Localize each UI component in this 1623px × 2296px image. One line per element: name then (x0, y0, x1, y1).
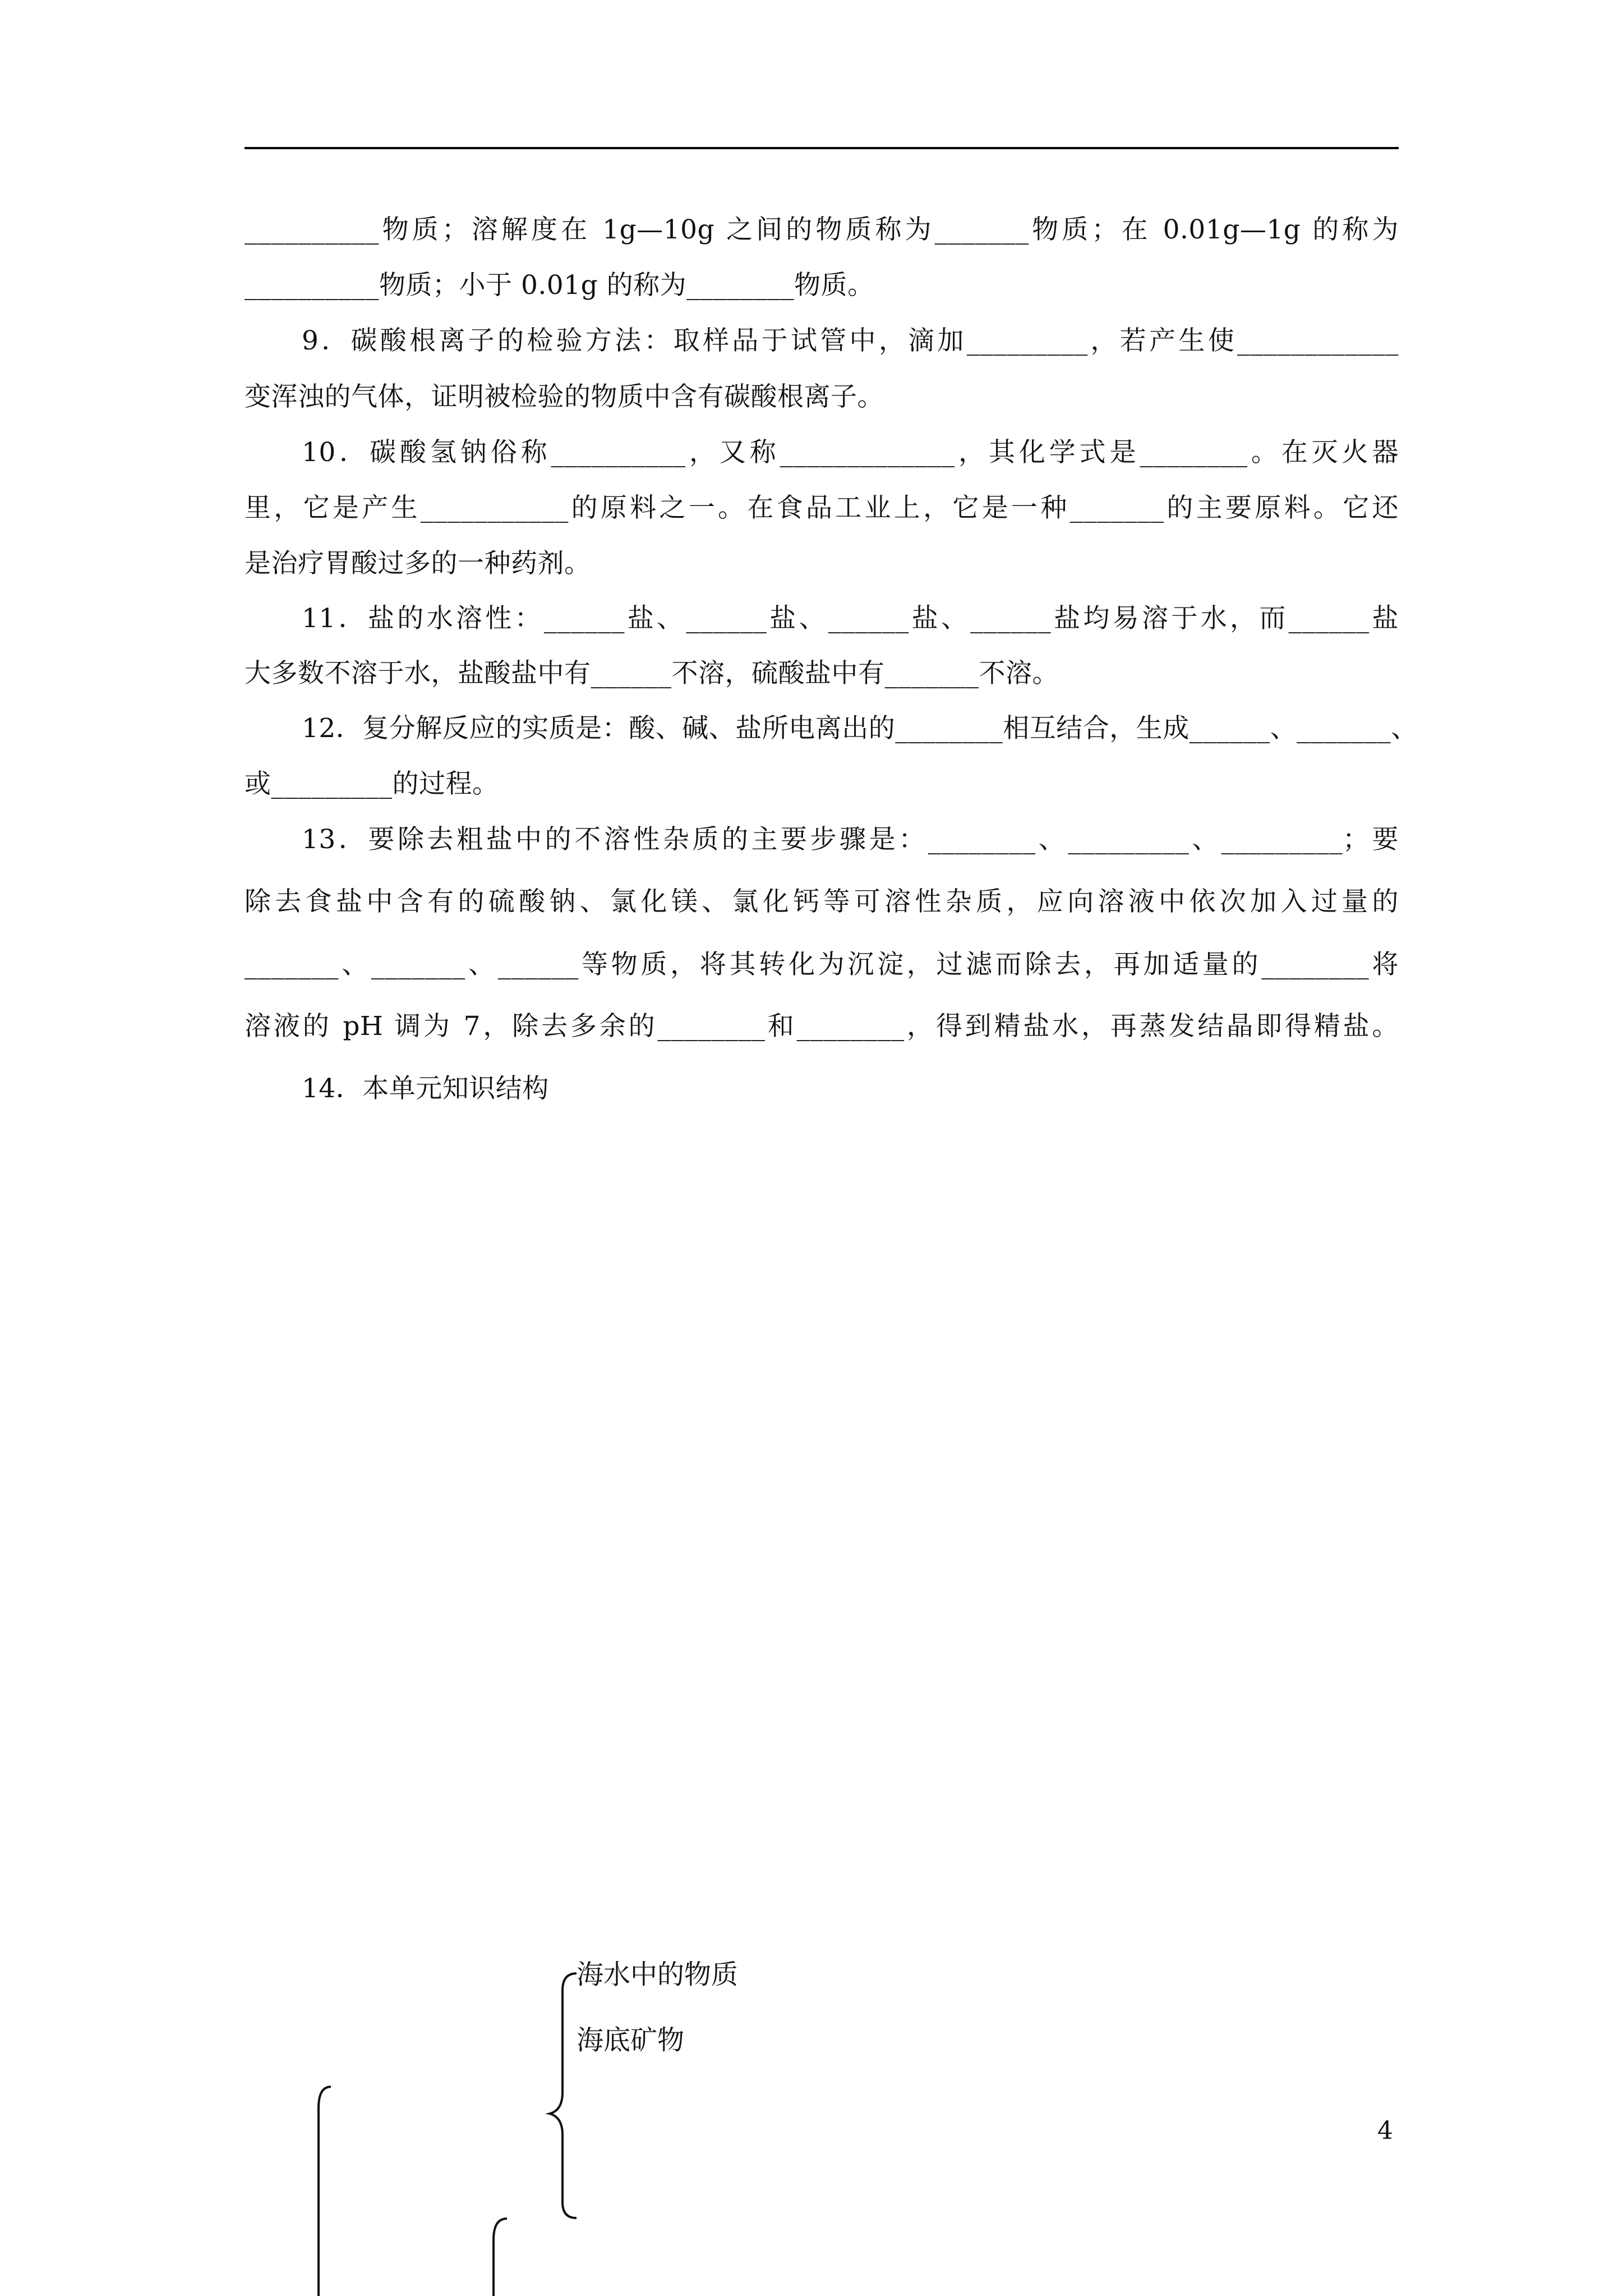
mindmap-item-seabed-minerals: 海底矿物 (577, 2024, 685, 2056)
text-line-5: 10．碳酸氢钠俗称__________，又称_____________，其化学式是________。在灭火器 (302, 437, 1399, 468)
lower-brace (494, 2219, 507, 2296)
page-number: 4 (1377, 2116, 1393, 2145)
inner-brace (550, 1973, 577, 2218)
text-line-14: _______、_______、______等物质，将其转化为沉淀，过滤而除去，再加适量的________将 (245, 949, 1399, 980)
text-line-2: __________物质；小于 0.01g 的称为________物质。 (245, 270, 874, 301)
text-line-12: 13．要除去粗盐中的不溶性杂质的主要步骤是：________、_________、_________；要 (302, 824, 1399, 855)
text-line-10: 12．复分解反应的实质是：酸、碱、盐所电离出的________相互结合，生成______、_______、 (302, 713, 1418, 744)
text-line-6: 里，它是产生___________的原料之一。在食品工业上，它是一种_______的主要原料。它还 (245, 493, 1399, 523)
text-line-9: 大多数不溶于水，盐酸盐中有______不溶，硫酸盐中有_______不溶。 (245, 658, 1059, 689)
text-line-16: 14．本单元知识结构 (302, 1073, 549, 1104)
mindmap-item-seawater-substances: 海水中的物质 (577, 1959, 739, 1990)
text-line-11: 或_________的过程。 (245, 769, 499, 799)
outer-brace (319, 2087, 331, 2296)
text-line-7: 是治疗胃酸过多的一种药剂。 (245, 548, 591, 579)
text-line-15: 溶液的 pH 调为 7，除去多余的________和________，得到精盐水，再蒸发结晶即得精盐。 (245, 1011, 1399, 1042)
text-line-1: __________物质；溶解度在 1g—10g 之间的物质称为_______物质；在 0.01g—1g 的称为 (245, 214, 1399, 245)
text-line-13: 除去食盐中含有的硫酸钠、氯化镁、氯化钙等可溶性杂质，应向溶液中依次加入过量的 (245, 886, 1399, 917)
text-line-4: 变浑浊的气体，证明被检验的物质中含有碳酸根离子。 (245, 381, 884, 412)
text-line-8: 11．盐的水溶性：______盐、______盐、______盐、______盐均易溶于水，而______盐 (302, 603, 1399, 634)
text-line-3: 9．碳酸根离子的检验方法：取样品于试管中，滴加_________，若产生使____________ (302, 325, 1399, 356)
